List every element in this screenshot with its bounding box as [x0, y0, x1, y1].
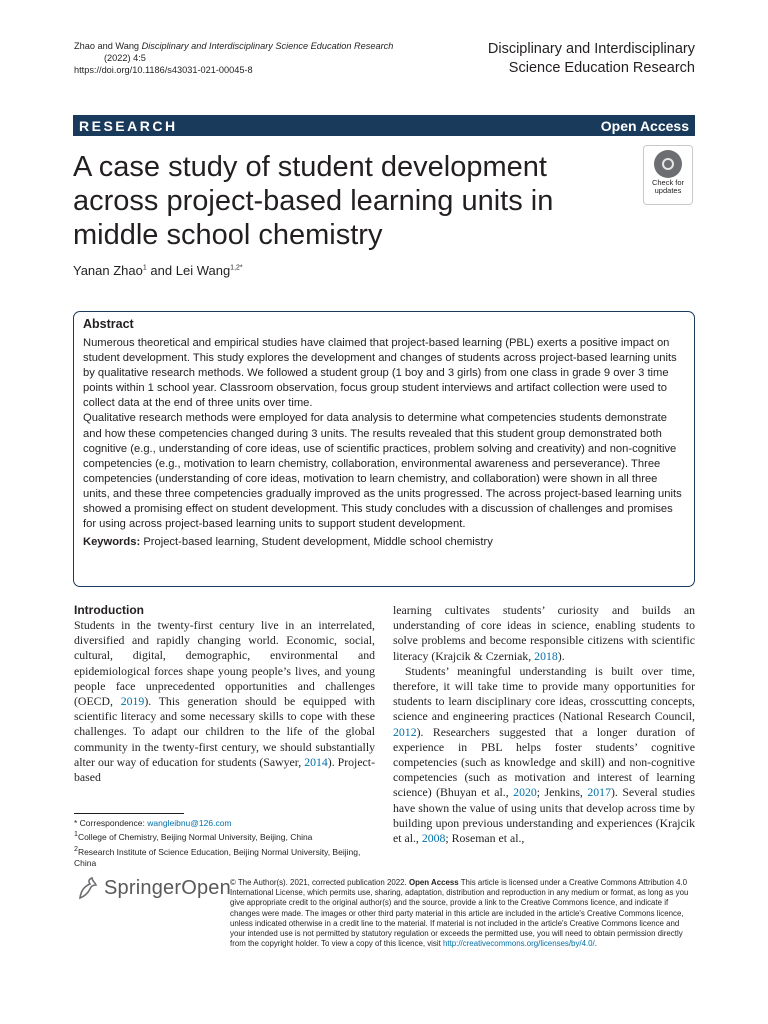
- author-2-affiliation: 1,2*: [230, 264, 243, 272]
- abstract-heading: Abstract: [83, 317, 134, 331]
- header-volume: (2022) 4:5: [104, 53, 146, 63]
- text-run: ). Several studies have shown the value of using units that develop across time by building upon previous understanding and experiences (Krajcik et al.,: [393, 785, 695, 846]
- footnote-divider: [74, 813, 184, 814]
- citation-link[interactable]: 2012: [393, 724, 417, 739]
- text-run: ). This generation should be equipped with scientific literacy and some necessary skills to cope with these challenges. To adapt our children to the life of the global community in the twenty-first century, we should substantially alter our way of education for students (Sawyer,: [74, 694, 375, 769]
- abstract-box: [73, 311, 695, 587]
- body-column-right: [393, 603, 695, 846]
- abstract-paragraph-2: Qualitative research methods were employed for data analysis to determine what competencies students demonstrate and how these competencies changed during 3 units. The results revealed that this student group demonstrated both cognitive (e.g., understanding of core ideas, use of scientific practices, problem solving and creativity) and non-cognitive competencies (e.g., motivation to learn chemistry, collaboration, environmental awareness and perseverance). Three competencies (understanding of core ideas, motivation to learn chemistry, and collaboration) were shown in all three units, and these three competencies gradually improved as the units progressed. The across project-based learning units showed a promising effect on student development. This study concludes with a discussion of challenges and promises for using across project-based learning units to support student development.: [83, 412, 682, 531]
- affiliation-2: [74, 844, 374, 870]
- body-column-left: [74, 603, 375, 785]
- citation-link[interactable]: 2014: [304, 754, 328, 769]
- license-end: .: [594, 939, 597, 949]
- citation-link[interactable]: 2019: [120, 694, 145, 709]
- text-run: ; Roseman et al.,: [445, 831, 525, 846]
- affiliation-1: [74, 829, 374, 843]
- affiliation-number: 1: [74, 830, 78, 839]
- publisher-logo: [76, 876, 231, 900]
- citation-link[interactable]: 2017: [587, 785, 611, 800]
- check-for-updates-button[interactable]: [643, 145, 693, 205]
- author-1[interactable]: Yanan Zhao: [73, 263, 143, 278]
- text-run: ; Jenkins,: [536, 785, 588, 800]
- affiliation-number: 2: [74, 844, 78, 853]
- author-1-affiliation: 1: [142, 264, 147, 272]
- affiliation-text: Research Institute of Science Education, Beijing Normal University, Beijing, China: [74, 846, 361, 868]
- text-run: Students in the twenty-first century live in an interrelated, diversified and rapidly changing world. Economic, social, cultural, digital, demographic, environmental and epidemiological forces shape young people’s lives, and young people face unprecedented opportunities and challenges (OECD,: [74, 618, 375, 709]
- citation-link[interactable]: 2020: [513, 785, 537, 800]
- correspondence-label: * Correspondence:: [74, 818, 145, 828]
- text-run: ). Project-based: [74, 754, 375, 785]
- publisher-name: Springer: [104, 876, 182, 899]
- publisher-suffix: Open: [181, 876, 231, 899]
- keywords-list: Project-based learning, Student development, Middle school chemistry: [143, 536, 493, 549]
- text-run: Students’ meaningful understanding is built over time, therefore, it will take time to provide many opportunities for students to learn disciplinary core ideas, crosscutting concepts, science and engineering practices (National Research Council,: [393, 663, 695, 724]
- author-conjunction: and: [150, 263, 173, 278]
- correspondence: [74, 818, 374, 829]
- article-type-banner: [73, 115, 695, 136]
- introduction-heading: Introduction: [74, 603, 144, 617]
- journal-name-line1: Disciplinary and Interdisciplinary: [487, 41, 695, 57]
- journal-name-line2: Science Education Research: [508, 60, 695, 76]
- license-link[interactable]: http://creativecommons.org/licenses/by/4.0/: [443, 939, 595, 949]
- introduction-paragraph: [74, 618, 375, 785]
- header-journal: Disciplinary and Interdisciplinary Science Education Research: [141, 41, 394, 51]
- email-link[interactable]: wangleibnu@126.com: [147, 818, 232, 828]
- springer-horse-icon: [76, 876, 98, 900]
- footnotes: [74, 818, 374, 869]
- affiliation-text: College of Chemistry, Beijing Normal University, Beijing, China: [77, 832, 313, 843]
- copyright-text: © The Author(s). 2021, corrected publication 2022.: [230, 878, 407, 887]
- author-2[interactable]: Lei Wang: [175, 263, 231, 278]
- crossmark-icon: [654, 150, 682, 178]
- license-statement: [230, 878, 696, 949]
- citation-link[interactable]: 2018: [534, 648, 558, 663]
- citation-link[interactable]: 2008: [421, 831, 446, 846]
- text-run: ).: [557, 648, 565, 663]
- text-run: learning cultivates students’ curiosity and builds an understanding of core ideas in science, enabling students to solve problems and become responsible citizens with scientific literacy (Krajcik & Czerniak,: [393, 603, 695, 663]
- text-run: ). Researchers suggested that a longer duration of experience in PBL helps foster students’ cognitive competencies (such as knowledge and skill) and non-cognitive competencies (such as motivation and interest of learning science) (Bhuyan et al.,: [393, 724, 695, 800]
- keywords: [83, 535, 684, 550]
- open-access-bold: Open Access: [408, 878, 459, 887]
- header-authors: Zhao and Wang: [74, 41, 140, 51]
- license-text: This article is licensed under a Creative Commons Attribution 4.0 International License, which permits use, sharing, adaptation, distribution and reproduction in any medium or format, as long as you give appropriate credit to the original author(s) and the source, provide a link to the Creative Commons licence, and indicate if changes were made. The images or other third party material in this article are included in the article's Creative Commons licence, unless indicated otherwise in a credit line to the material. If material is not included in the article's Creative Commons licence and your intended use is not permitted by statutory regulation or exceeds the permitted use, you will need to obtain permission directly from the copyright holder. To view a copy of this licence, visit: [230, 878, 689, 949]
- crossmark-line2: updates: [654, 186, 682, 195]
- journal-name: [488, 40, 695, 78]
- open-access-label: Open Access: [600, 117, 689, 134]
- author-list: [73, 263, 243, 278]
- keywords-label: Keywords:: [83, 536, 141, 549]
- doi-link[interactable]: https://doi.org/10.1186/s43031-021-00045-8: [74, 65, 253, 75]
- article-type: RESEARCH: [79, 117, 178, 134]
- crossmark-line1: Check for: [651, 178, 685, 187]
- running-header: [74, 40, 414, 76]
- abstract-paragraph-1: Numerous theoretical and empirical studies have claimed that project-based learning (PBL) exerts a positive impact on student development. This study explores the development and changes of students across project-based learning units by qualitative research methods. We followed a student group (1 boy and 3 girls) from one class in grade 9 over 3 time points within 1 school year. Classroom observation, focus group student interviews and artifact collection were used to collect data at the end of three units over time.: [83, 337, 677, 410]
- paragraph-2: [393, 664, 695, 846]
- paragraph-continued: [393, 603, 695, 664]
- article-title: A case study of student development across project-based learning units in middle school chemistry: [73, 151, 554, 251]
